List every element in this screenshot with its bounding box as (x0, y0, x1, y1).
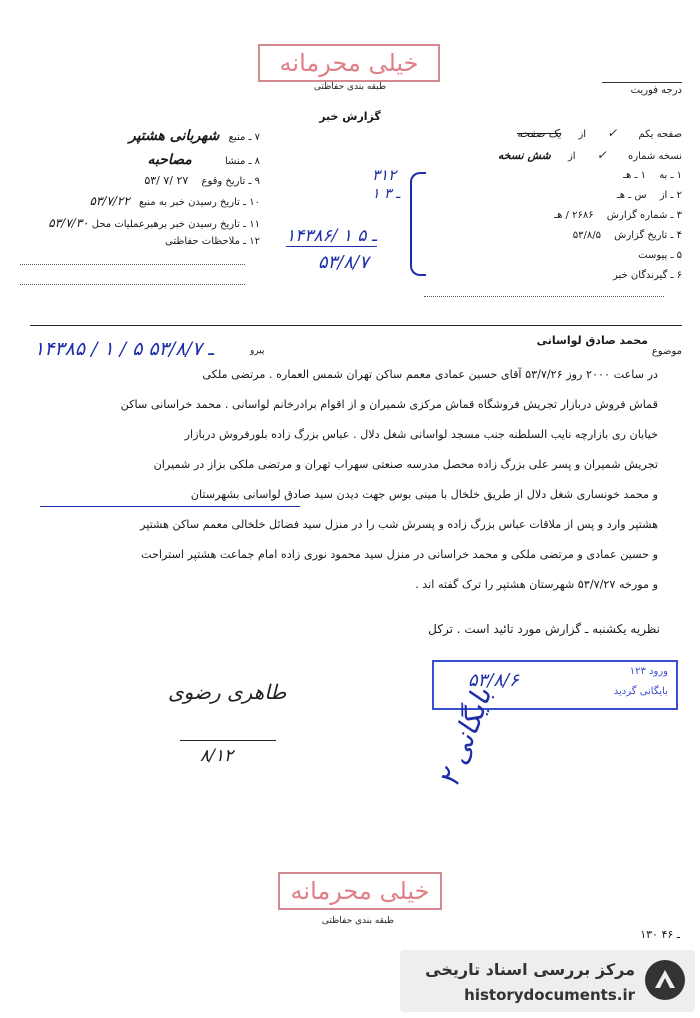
field-origin: ۸ ـ منشا مصاحبه (147, 152, 260, 168)
body-line: خیابان ری بازارچه نایب السلطنه جنب مسجد لواسانی شغل دلال . عباس بزرگ زاده بلورفروش دربازار (184, 428, 658, 441)
margin-note-date: ۵۳/۸/۷ (318, 252, 369, 273)
body-underline (40, 506, 300, 507)
watermark-title: مرکز بررسی اسناد تاریخی (425, 960, 635, 979)
dotted-line (20, 284, 245, 285)
body-line: و محمد خونساری شغل دلال از طریق خلخال با مینی بوس جهت دیدن سید صادق لواسانی بشهرستان (190, 488, 658, 501)
separator-line (30, 325, 682, 326)
margin-note-top: ۳۱۲ (372, 166, 397, 184)
body-line: و حسین عمادی و مرتضی ملکی و محمد خراسانی در منزل سید محمود نوری زاده امام جماعت هشتپر استراحت (140, 548, 658, 561)
margin-note-mid: ۱ ـ ۳ (372, 186, 401, 202)
opinion-line: نظریه یکشنبه ـ گزارش مورد تائید است . ترکل (428, 622, 660, 636)
receipt-stamp-date: ۵۳/۸/۶ (468, 670, 519, 691)
form-title: گزارش خبر (319, 110, 381, 123)
body-line: و مورخه ۵۳/۷/۲۷ شهرستان هشتپر را ترک گفته اند . (415, 578, 658, 591)
field-to: ۱ ـ به ۱ ـ هـ (623, 170, 682, 181)
field-source: ۷ ـ منبع شهربانی هشتپر (128, 128, 260, 144)
urgency-label: درجه فوریت (602, 82, 682, 96)
margin-note-number: ۱۴۳۸۶/ ۱ ـ ۵ (286, 226, 377, 246)
classification-stamp-top (258, 44, 440, 82)
field-attachment: ۵ ـ پیوست (638, 250, 682, 261)
signature-line (180, 740, 276, 741)
watermark-logo-icon (643, 958, 687, 1002)
reference-number: ۱۴۳۸۵ / ۱ / ۵ ـ ۵۳/۸/۷ (34, 338, 214, 360)
body-line: قماش فروش دربازار تجریش فروشگاه قماش مرکزی شمیران و از اقوام برادرخانم لواسانی . محمد خراسانی ساکن (120, 398, 658, 411)
field-from: ۲ ـ از س ـ هـ (616, 190, 682, 201)
subject-value: محمد صادق لواسانی (536, 334, 648, 347)
classification-stamp-bottom (278, 872, 442, 910)
signature-date: ۸/۱۲ (200, 746, 234, 766)
copy-number-row: نسخه شماره ✓ از شش نسخه (497, 148, 682, 162)
handwritten-note: بایگانی ۲ (432, 683, 499, 792)
body-line: تجریش شمیران و پسر علی بزرگ زاده محصل مدرسه صنعتی سهراب تهران و مرتضی ملکی بزاز در شمیران (153, 458, 658, 471)
field-ops-date: ۱۱ ـ تاریخ رسیدن خبر برهبرعملیات محل ۵۳/۷/۳۰ (48, 216, 260, 230)
classification-stamp-text: خیلی محرمانه (290, 877, 430, 905)
receipt-stamp-line1: ورود ۱۲۳ (629, 666, 668, 677)
field-received-date: ۱۰ ـ تاریخ رسیدن خبر به منبع ۵۳/۷/۲۲ (89, 194, 260, 208)
watermark-url: historydocuments.ir (464, 986, 635, 1004)
dotted-line (20, 264, 245, 265)
signature: طاهری رضوی (168, 680, 287, 704)
watermark (400, 950, 695, 1012)
reference-mark: پیرو (250, 346, 265, 356)
field-report-number: ۳ ـ شماره گزارش ۲۶۸۶ / هـ (554, 210, 682, 221)
body-line: هشتپر وارد و پس از ملاقات عباس بزرگ زاده و پسرش شب را در منزل سید فضائل خلخالی معمم ساکن هشتپر (140, 518, 658, 531)
page-number-row: صفحه یکم ✓ از یک صفحه (516, 126, 682, 140)
field-recipients: ۶ ـ گیرندگان خبر (612, 270, 682, 281)
classification-label-top: طبقه بندی حفاظتی (313, 82, 387, 92)
body-line: در ساعت ۲۰۰۰ روز ۵۳/۷/۲۶ آقای حسین عمادی معمم ساکن تهران شمس العماره . مرتضی ملکی (202, 368, 658, 381)
classification-label-bottom: طبقه بندی حفاظتی (321, 916, 395, 926)
field-occurrence-date: ۹ ـ تاریخ وقوع ۲۷ /۷ /۵۳ (144, 174, 260, 187)
subject-label: موضوع (651, 346, 682, 357)
field-report-date: ۴ ـ تاریخ گزارش ۵۳/۸/۵ (572, 230, 682, 241)
dotted-line (424, 296, 664, 297)
classification-stamp-text: خیلی محرمانه (279, 49, 419, 77)
field-security-notes: ۱۲ ـ ملاحظات حفاظتی (165, 236, 260, 247)
form-number: ۱۳۰ ـ ۴۶ (640, 928, 680, 941)
receipt-stamp-line2: بایگانی گردید (613, 686, 668, 697)
